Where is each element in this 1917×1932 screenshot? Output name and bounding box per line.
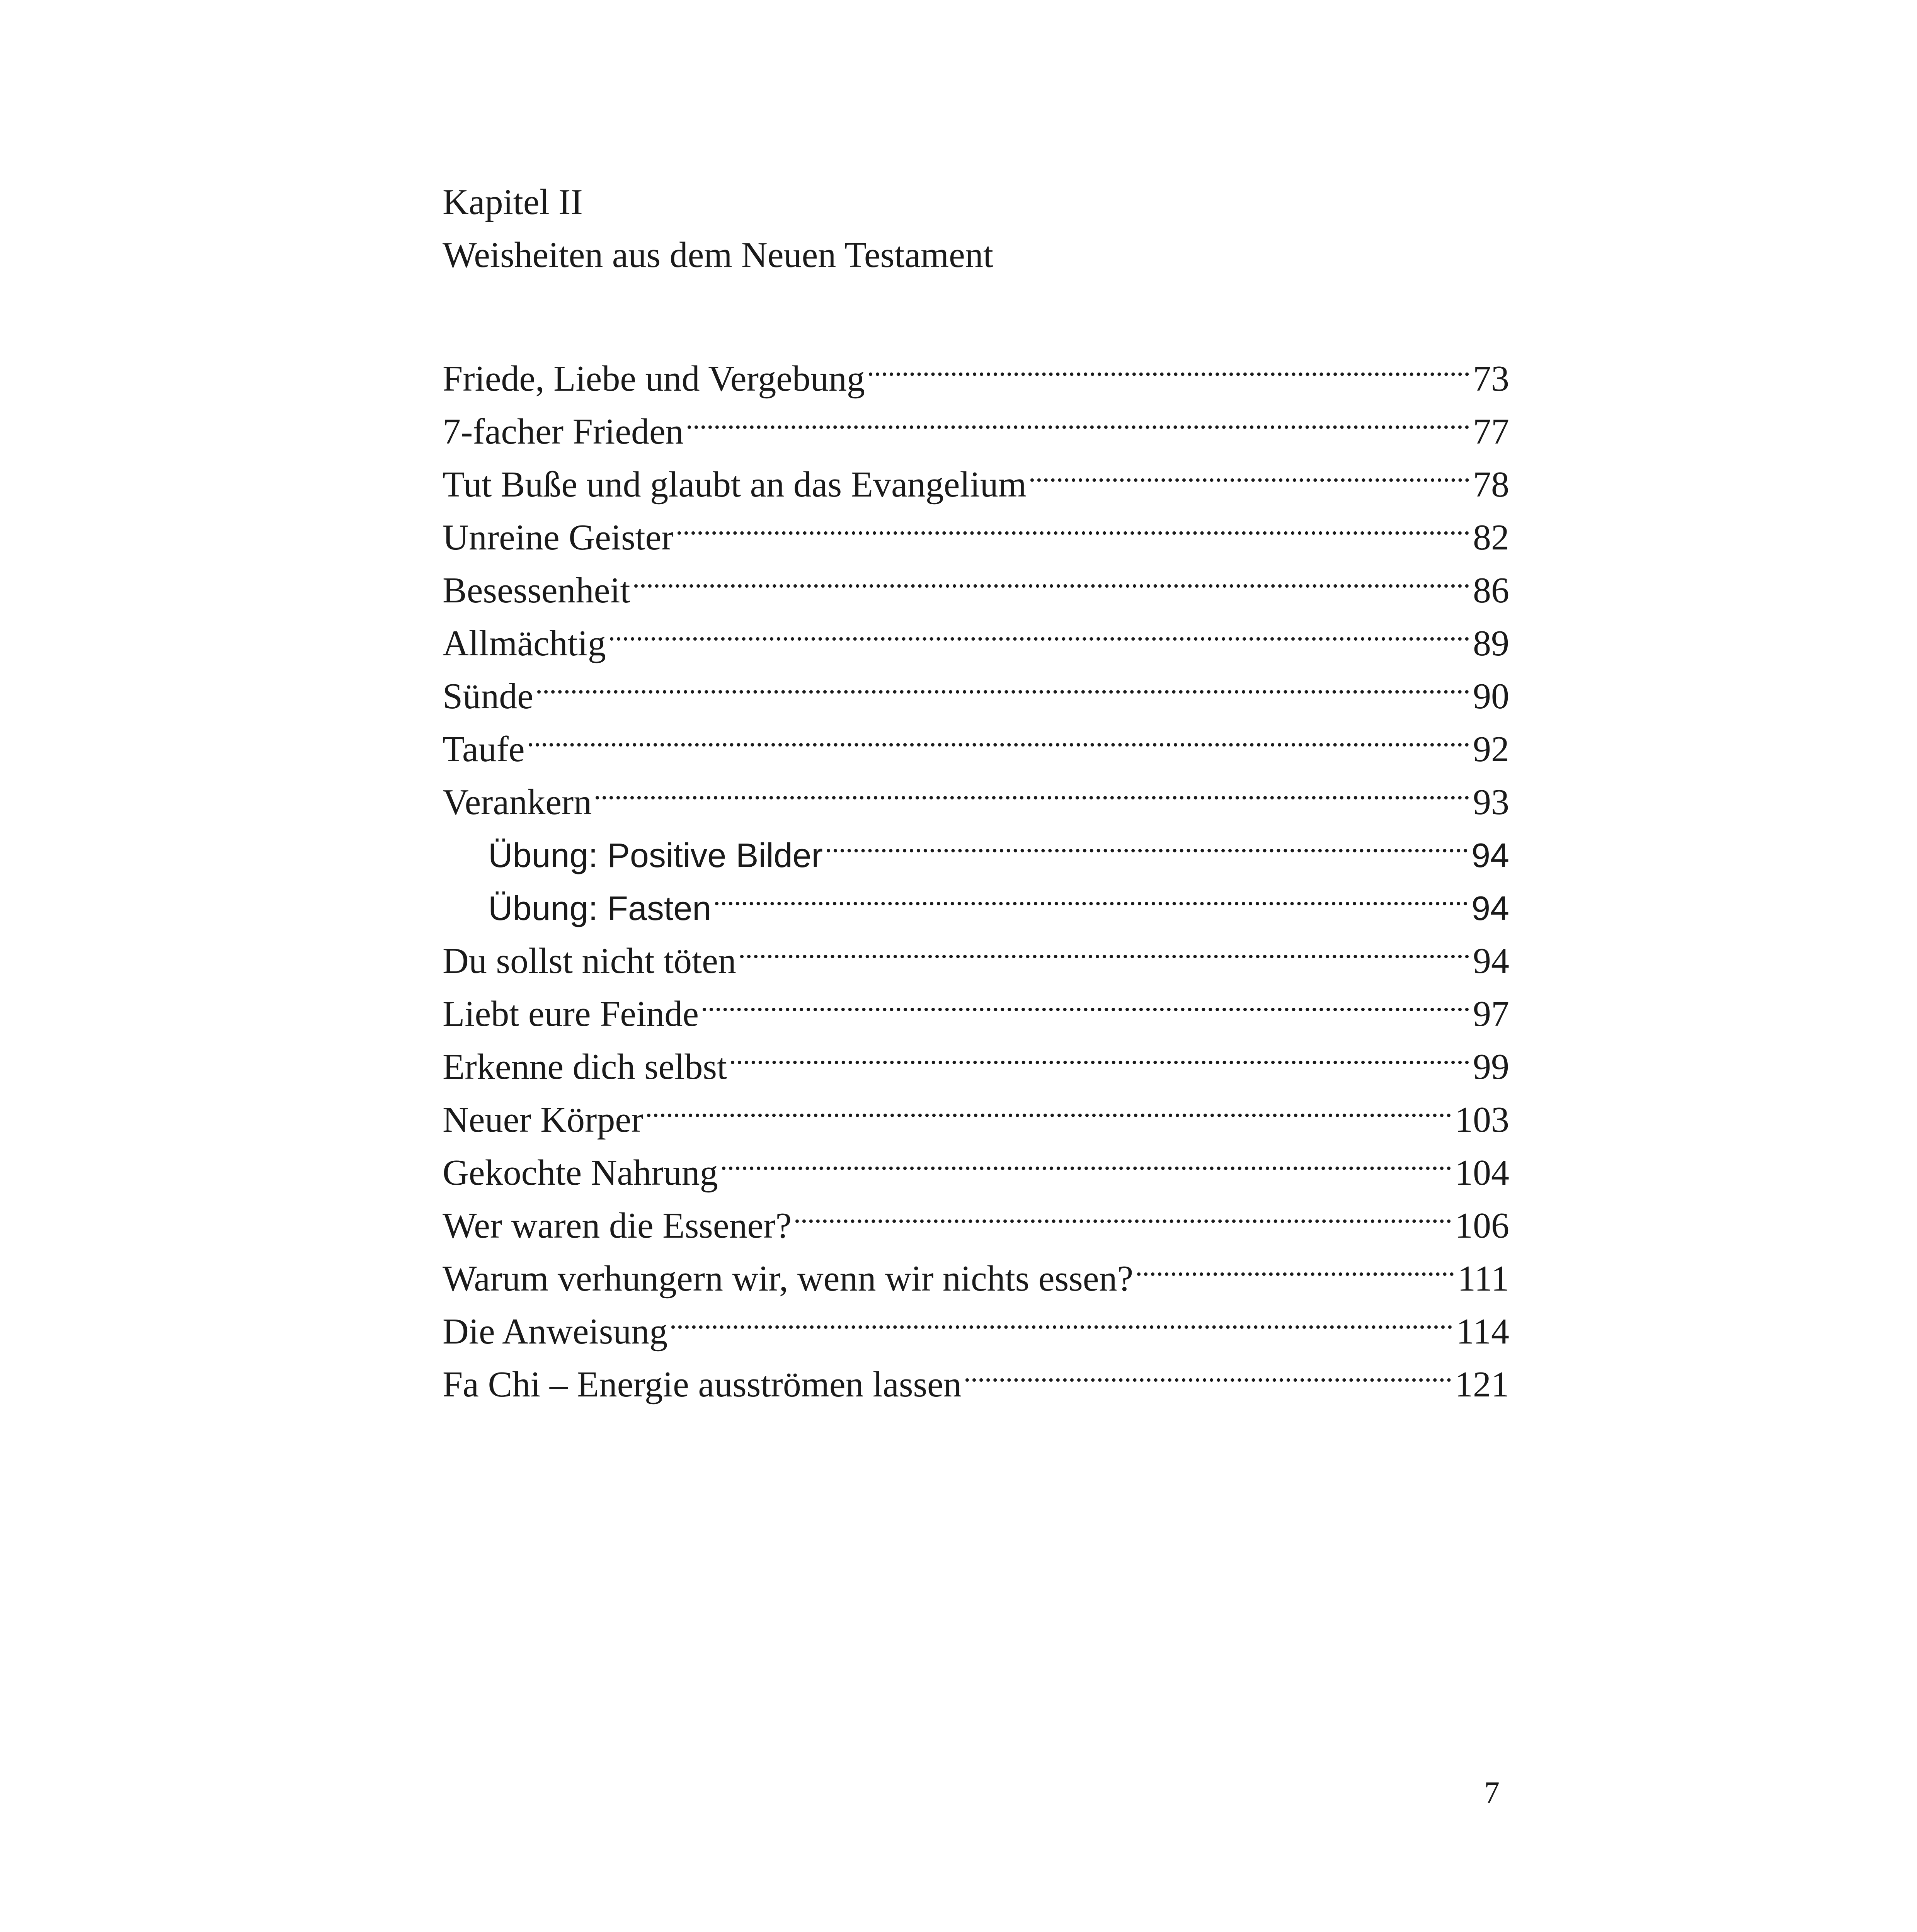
dot-leader [537, 655, 1469, 708]
toc-entry-page: 106 [1455, 1206, 1509, 1246]
dot-leader [740, 920, 1469, 973]
toc-entry-title: Friede, Liebe und Vergebung [443, 359, 865, 399]
toc-entry-page: 94 [1471, 836, 1509, 874]
toc-entry-page: 97 [1473, 994, 1509, 1034]
dot-leader [827, 814, 1468, 867]
dot-leader [731, 1026, 1469, 1079]
toc-entry-page: 86 [1473, 570, 1509, 611]
dot-leader [703, 973, 1469, 1026]
dot-leader [671, 1291, 1452, 1344]
toc-entry-title: Die Anweisung [443, 1311, 668, 1352]
toc-entry-page: 78 [1473, 464, 1509, 505]
toc-subentry[interactable] [443, 814, 1509, 874]
dot-leader [965, 1344, 1451, 1396]
toc-entry-page: 99 [1473, 1047, 1509, 1087]
dot-leader [1030, 444, 1469, 497]
toc-entry-title: Neuer Körper [443, 1100, 644, 1140]
toc-entry-title: Unreine Geister [443, 517, 674, 558]
toc-entry-page: 94 [1473, 941, 1509, 981]
table-of-contents [443, 338, 1509, 1405]
dot-leader [634, 549, 1469, 602]
toc-entry-title: Besessenheit [443, 570, 630, 611]
toc-entry-title: Übung: Positive Bilder [488, 836, 823, 874]
toc-entry-page: 92 [1473, 729, 1509, 769]
page-number: 7 [1484, 1776, 1500, 1810]
dot-leader [715, 867, 1468, 920]
toc-entry-page: 111 [1457, 1259, 1509, 1299]
toc-entry-title: Gekochte Nahrung [443, 1153, 718, 1193]
dot-leader [647, 1079, 1451, 1132]
toc-entry-title: Fa Chi – Energie ausströmen lassen [443, 1364, 962, 1405]
toc-entry-title: Warum verhungern wir, wenn wir nichts essen? [443, 1259, 1134, 1299]
toc-entry-page: 90 [1473, 676, 1509, 716]
toc-entry-page: 94 [1471, 889, 1509, 927]
chapter-label: Kapitel II [443, 182, 583, 222]
toc-entry-page: 104 [1455, 1153, 1509, 1193]
toc-entry-page: 103 [1455, 1100, 1509, 1140]
dot-leader [610, 602, 1469, 655]
toc-entry[interactable] [443, 708, 1509, 769]
toc-entry-title: Allmächtig [443, 623, 606, 663]
toc-entry[interactable] [443, 338, 1509, 399]
toc-entry-title: Verankern [443, 782, 592, 822]
dot-leader [869, 338, 1469, 391]
dot-leader [596, 761, 1469, 814]
chapter-heading [443, 176, 1509, 282]
toc-entry[interactable] [443, 655, 1509, 716]
toc-entry-page: 93 [1473, 782, 1509, 822]
toc-entry-title: Taufe [443, 729, 525, 769]
toc-entry-page: 77 [1473, 412, 1509, 452]
toc-entry[interactable] [443, 761, 1509, 822]
dot-leader [678, 497, 1469, 549]
toc-entry-title: Wer waren die Essener? [443, 1206, 792, 1246]
toc-entry-title: Erkenne dich selbst [443, 1047, 727, 1087]
toc-entry-page: 73 [1473, 359, 1509, 399]
toc-entry-page: 89 [1473, 623, 1509, 663]
toc-entry-title: 7-facher Frieden [443, 412, 684, 452]
toc-entry-title: Liebt eure Feinde [443, 994, 699, 1034]
dot-leader [722, 1132, 1451, 1185]
toc-entry-title: Übung: Fasten [488, 889, 712, 927]
toc-entry-page: 114 [1456, 1311, 1509, 1352]
dot-leader [688, 391, 1469, 444]
chapter-title: Weisheiten aus dem Neuen Testament [443, 235, 994, 275]
toc-entry-title: Tut Buße und glaubt an das Evangelium [443, 464, 1027, 505]
toc-entry-page: 121 [1455, 1364, 1509, 1405]
toc-entry-title: Du sollst nicht töten [443, 941, 736, 981]
dot-leader [795, 1185, 1451, 1238]
dot-leader [529, 708, 1469, 761]
dot-leader [1137, 1238, 1454, 1291]
toc-entry-page: 82 [1473, 517, 1509, 558]
toc-entry-title: Sünde [443, 676, 533, 716]
